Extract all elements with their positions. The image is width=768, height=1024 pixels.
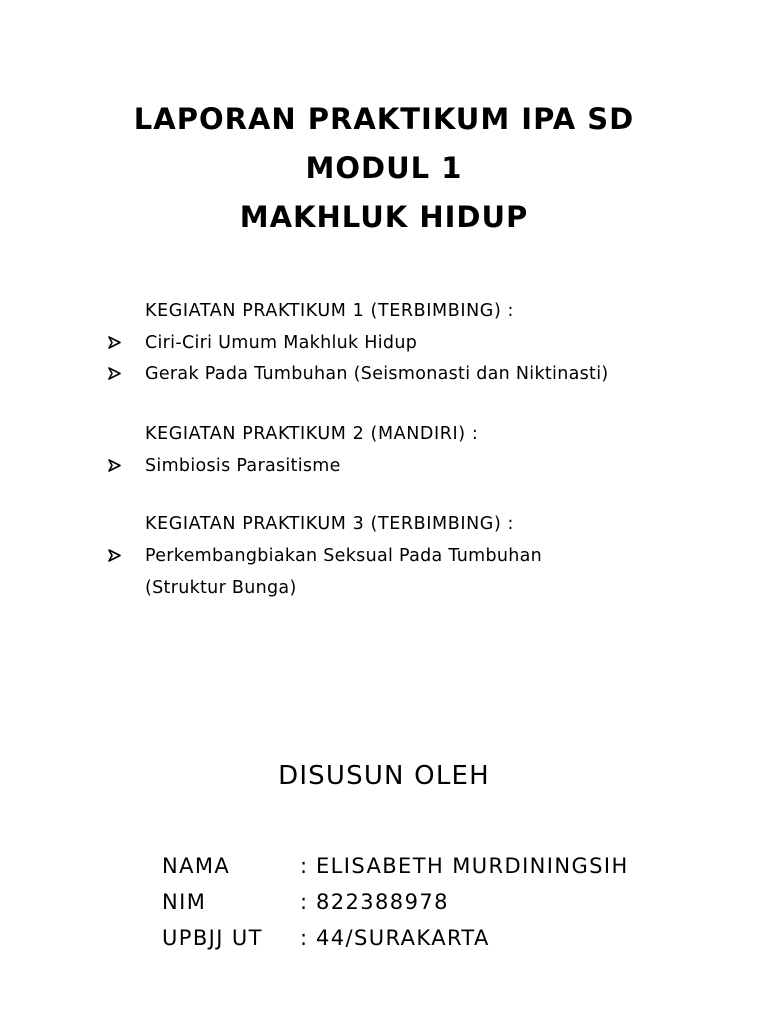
info-value: ELISABETH MURDININGSIH [316,854,629,878]
list-item [108,454,341,478]
info-value: 44/SURAKARTA [316,926,490,950]
kegiatan-2-heading: KEGIATAN PRAKTIKUM 2 (MANDIRI) : [145,424,479,444]
info-label: UPBJJ UT [162,926,263,950]
kegiatan-3-item-continuation: (Struktur Bunga) [145,578,297,598]
list-item [108,331,417,355]
info-separator: : [300,926,309,950]
info-separator: : [300,854,309,878]
info-separator: : [300,890,309,914]
info-label: NIM [162,890,207,914]
title-line-3: MAKHLUK HIDUP [239,200,529,234]
kegiatan-2-item-1: Simbiosis Parasitisme [145,456,341,476]
disusun-oleh-heading: DISUSUN OLEH [278,761,490,791]
kegiatan-3-heading: KEGIATAN PRAKTIKUM 3 (TERBIMBING) : [145,514,515,534]
kegiatan-3-item-1: Perkembangbiakan Seksual Pada Tumbuhan [145,546,543,566]
arrowhead-bullet-icon [108,454,145,478]
arrowhead-bullet-icon [108,544,145,568]
kegiatan-1-item-1: Ciri-Ciri Umum Makhluk Hidup [145,333,418,353]
title-line-2: MODUL 1 [305,151,463,185]
info-row-nama [162,852,629,880]
title-line-1: LAPORAN PRAKTIKUM IPA SD [133,102,635,136]
list-item [108,544,542,568]
kegiatan-1-item-2: Gerak Pada Tumbuhan (Seismonasti dan Niktinasti) [145,364,609,384]
info-row-upbjj [162,924,490,952]
info-value: 822388978 [316,890,449,914]
info-label: NAMA [162,854,231,878]
kegiatan-1-heading: KEGIATAN PRAKTIKUM 1 (TERBIMBING) : [145,301,515,321]
arrowhead-bullet-icon [108,362,145,386]
arrowhead-bullet-icon [108,331,145,355]
list-item [108,362,609,386]
info-row-nim [162,888,449,916]
